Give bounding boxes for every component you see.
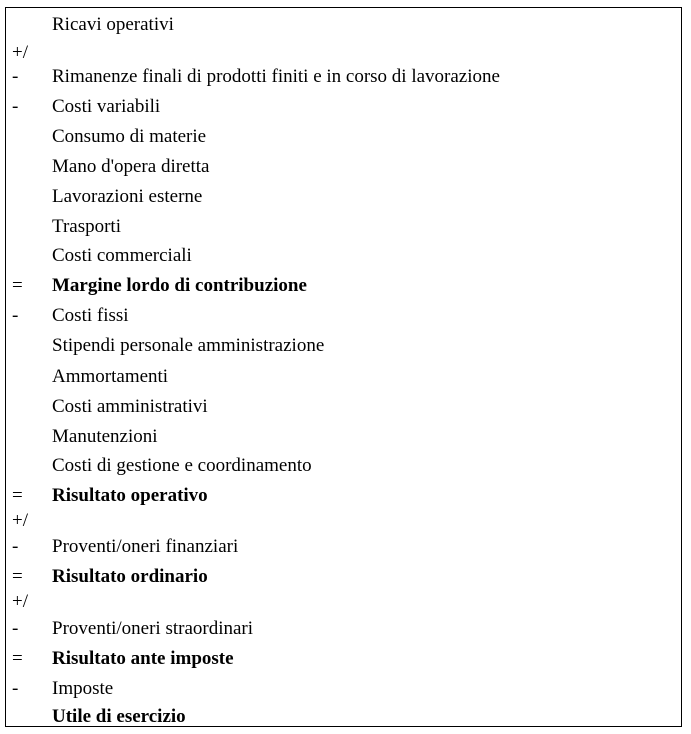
row-label: Costi di gestione e coordinamento — [52, 455, 312, 476]
table-row — [6, 92, 681, 122]
row-label: Costi variabili — [52, 96, 161, 117]
table-row — [6, 10, 681, 40]
row-label: Proventi/oneri finanziari — [52, 536, 239, 557]
row-sign: = — [12, 648, 23, 669]
row-sign: = — [12, 275, 23, 296]
table-row — [6, 532, 681, 562]
table-row — [6, 241, 681, 271]
row-label: Costi amministrativi — [52, 396, 208, 417]
row-label: Costi commerciali — [52, 245, 192, 266]
row-label: Proventi/oneri straordinari — [52, 618, 254, 639]
table-row — [6, 62, 681, 92]
income-statement-table — [5, 7, 682, 727]
table-row — [6, 644, 681, 674]
table-row — [6, 212, 681, 242]
row-label: Risultato operativo — [52, 485, 208, 506]
row-sign: = — [12, 566, 23, 587]
row-label: Utile di esercizio — [52, 706, 186, 727]
row-sign: - — [12, 618, 19, 639]
table-row — [6, 301, 681, 331]
table-row — [6, 331, 681, 361]
row-label: Trasporti — [52, 216, 121, 237]
row-label: Rimanenze finali di prodotti finiti e in corso di lavorazione — [52, 66, 500, 87]
row-label: Lavorazioni esterne — [52, 186, 203, 207]
row-sign: - — [12, 305, 19, 326]
row-label: Consumo di materie — [52, 126, 207, 147]
row-label: Ricavi operativi — [52, 14, 174, 35]
table-row — [6, 362, 681, 392]
row-sign: +/ — [12, 510, 28, 531]
row-label: Risultato ante imposte — [52, 648, 234, 669]
row-sign: - — [12, 536, 19, 557]
table-row — [6, 587, 681, 617]
table-row — [6, 152, 681, 182]
row-label: Manutenzioni — [52, 426, 158, 447]
row-sign: - — [12, 66, 19, 87]
row-label: Stipendi personale amministrazione — [52, 335, 325, 356]
row-label: Imposte — [52, 678, 114, 699]
table-row — [6, 122, 681, 152]
row-sign: +/ — [12, 42, 28, 63]
table-row — [6, 451, 681, 481]
table-row — [6, 392, 681, 422]
table-row — [6, 674, 681, 704]
row-label: Risultato ordinario — [52, 566, 208, 587]
table-row — [6, 422, 681, 452]
row-label: Margine lordo di contribuzione — [52, 275, 307, 296]
table-row — [6, 614, 681, 644]
row-label: Costi fissi — [52, 305, 129, 326]
table-row — [6, 271, 681, 301]
table-row — [6, 702, 681, 732]
table-row — [6, 182, 681, 212]
row-label: Mano d'opera diretta — [52, 156, 210, 177]
row-sign: = — [12, 485, 23, 506]
row-sign: - — [12, 96, 19, 117]
row-sign: - — [12, 678, 19, 699]
row-sign: +/ — [12, 591, 28, 612]
row-label: Ammortamenti — [52, 366, 169, 387]
